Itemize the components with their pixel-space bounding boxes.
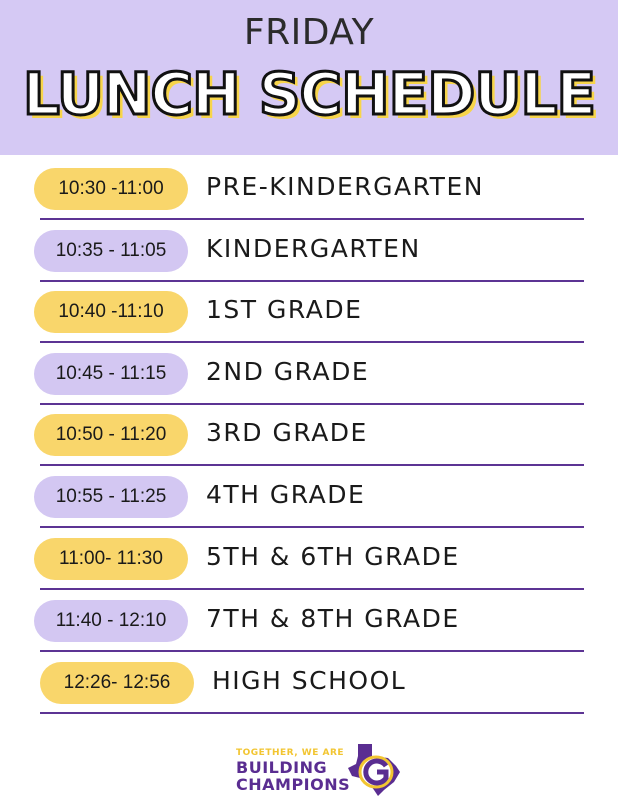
time-pill: 10:55 - 11:25: [34, 476, 188, 518]
header-banner: [0, 0, 618, 155]
grade-label: 3RD GRADE: [206, 418, 368, 447]
brand-line-2: CHAMPIONS: [236, 775, 351, 794]
time-pill: 10:45 - 11:15: [34, 353, 188, 395]
schedule-row: [34, 470, 584, 528]
row-divider: [40, 403, 584, 405]
page-title: LUNCH SCHEDULE: [22, 60, 596, 128]
schedule-row: [34, 162, 584, 220]
row-divider: [40, 588, 584, 590]
row-divider: [40, 464, 584, 466]
row-divider: [40, 526, 584, 528]
schedule-row: [34, 594, 584, 652]
grade-label: 1ST GRADE: [206, 295, 363, 324]
brand-line-1: BUILDING: [236, 758, 328, 777]
grade-label: 7TH & 8TH GRADE: [206, 604, 460, 633]
row-divider: [40, 218, 584, 220]
time-pill: 11:00- 11:30: [34, 538, 188, 580]
day-heading: FRIDAY: [243, 12, 375, 53]
grade-label: 4TH GRADE: [206, 480, 366, 509]
time-pill: 10:40 -11:10: [34, 291, 188, 333]
schedule-row: [34, 224, 584, 282]
row-divider: [40, 341, 584, 343]
texas-g-logo-icon: [344, 742, 404, 798]
brand-name: [236, 759, 350, 793]
time-pill: 12:26- 12:56: [40, 662, 194, 704]
grade-label: KINDERGARTEN: [206, 234, 421, 263]
row-divider: [40, 650, 584, 652]
grade-label: PRE-KINDERGARTEN: [206, 172, 484, 201]
schedule-row: [34, 285, 584, 343]
time-pill: 10:30 -11:00: [34, 168, 188, 210]
schedule-row: [34, 656, 584, 714]
time-pill: 11:40 - 12:10: [34, 600, 188, 642]
brand-tagline: TOGETHER, WE ARE: [236, 748, 345, 758]
schedule-row: [34, 347, 584, 405]
row-divider: [40, 712, 584, 714]
schedule-row: [34, 532, 584, 590]
time-pill: 10:50 - 11:20: [34, 414, 188, 456]
grade-label: 5TH & 6TH GRADE: [206, 542, 460, 571]
grade-label: HIGH SCHOOL: [212, 666, 407, 695]
grade-label: 2ND GRADE: [206, 357, 370, 386]
footer-brand: [0, 740, 618, 800]
row-divider: [40, 280, 584, 282]
schedule-row: [34, 408, 584, 466]
time-pill: 10:35 - 11:05: [34, 230, 188, 272]
